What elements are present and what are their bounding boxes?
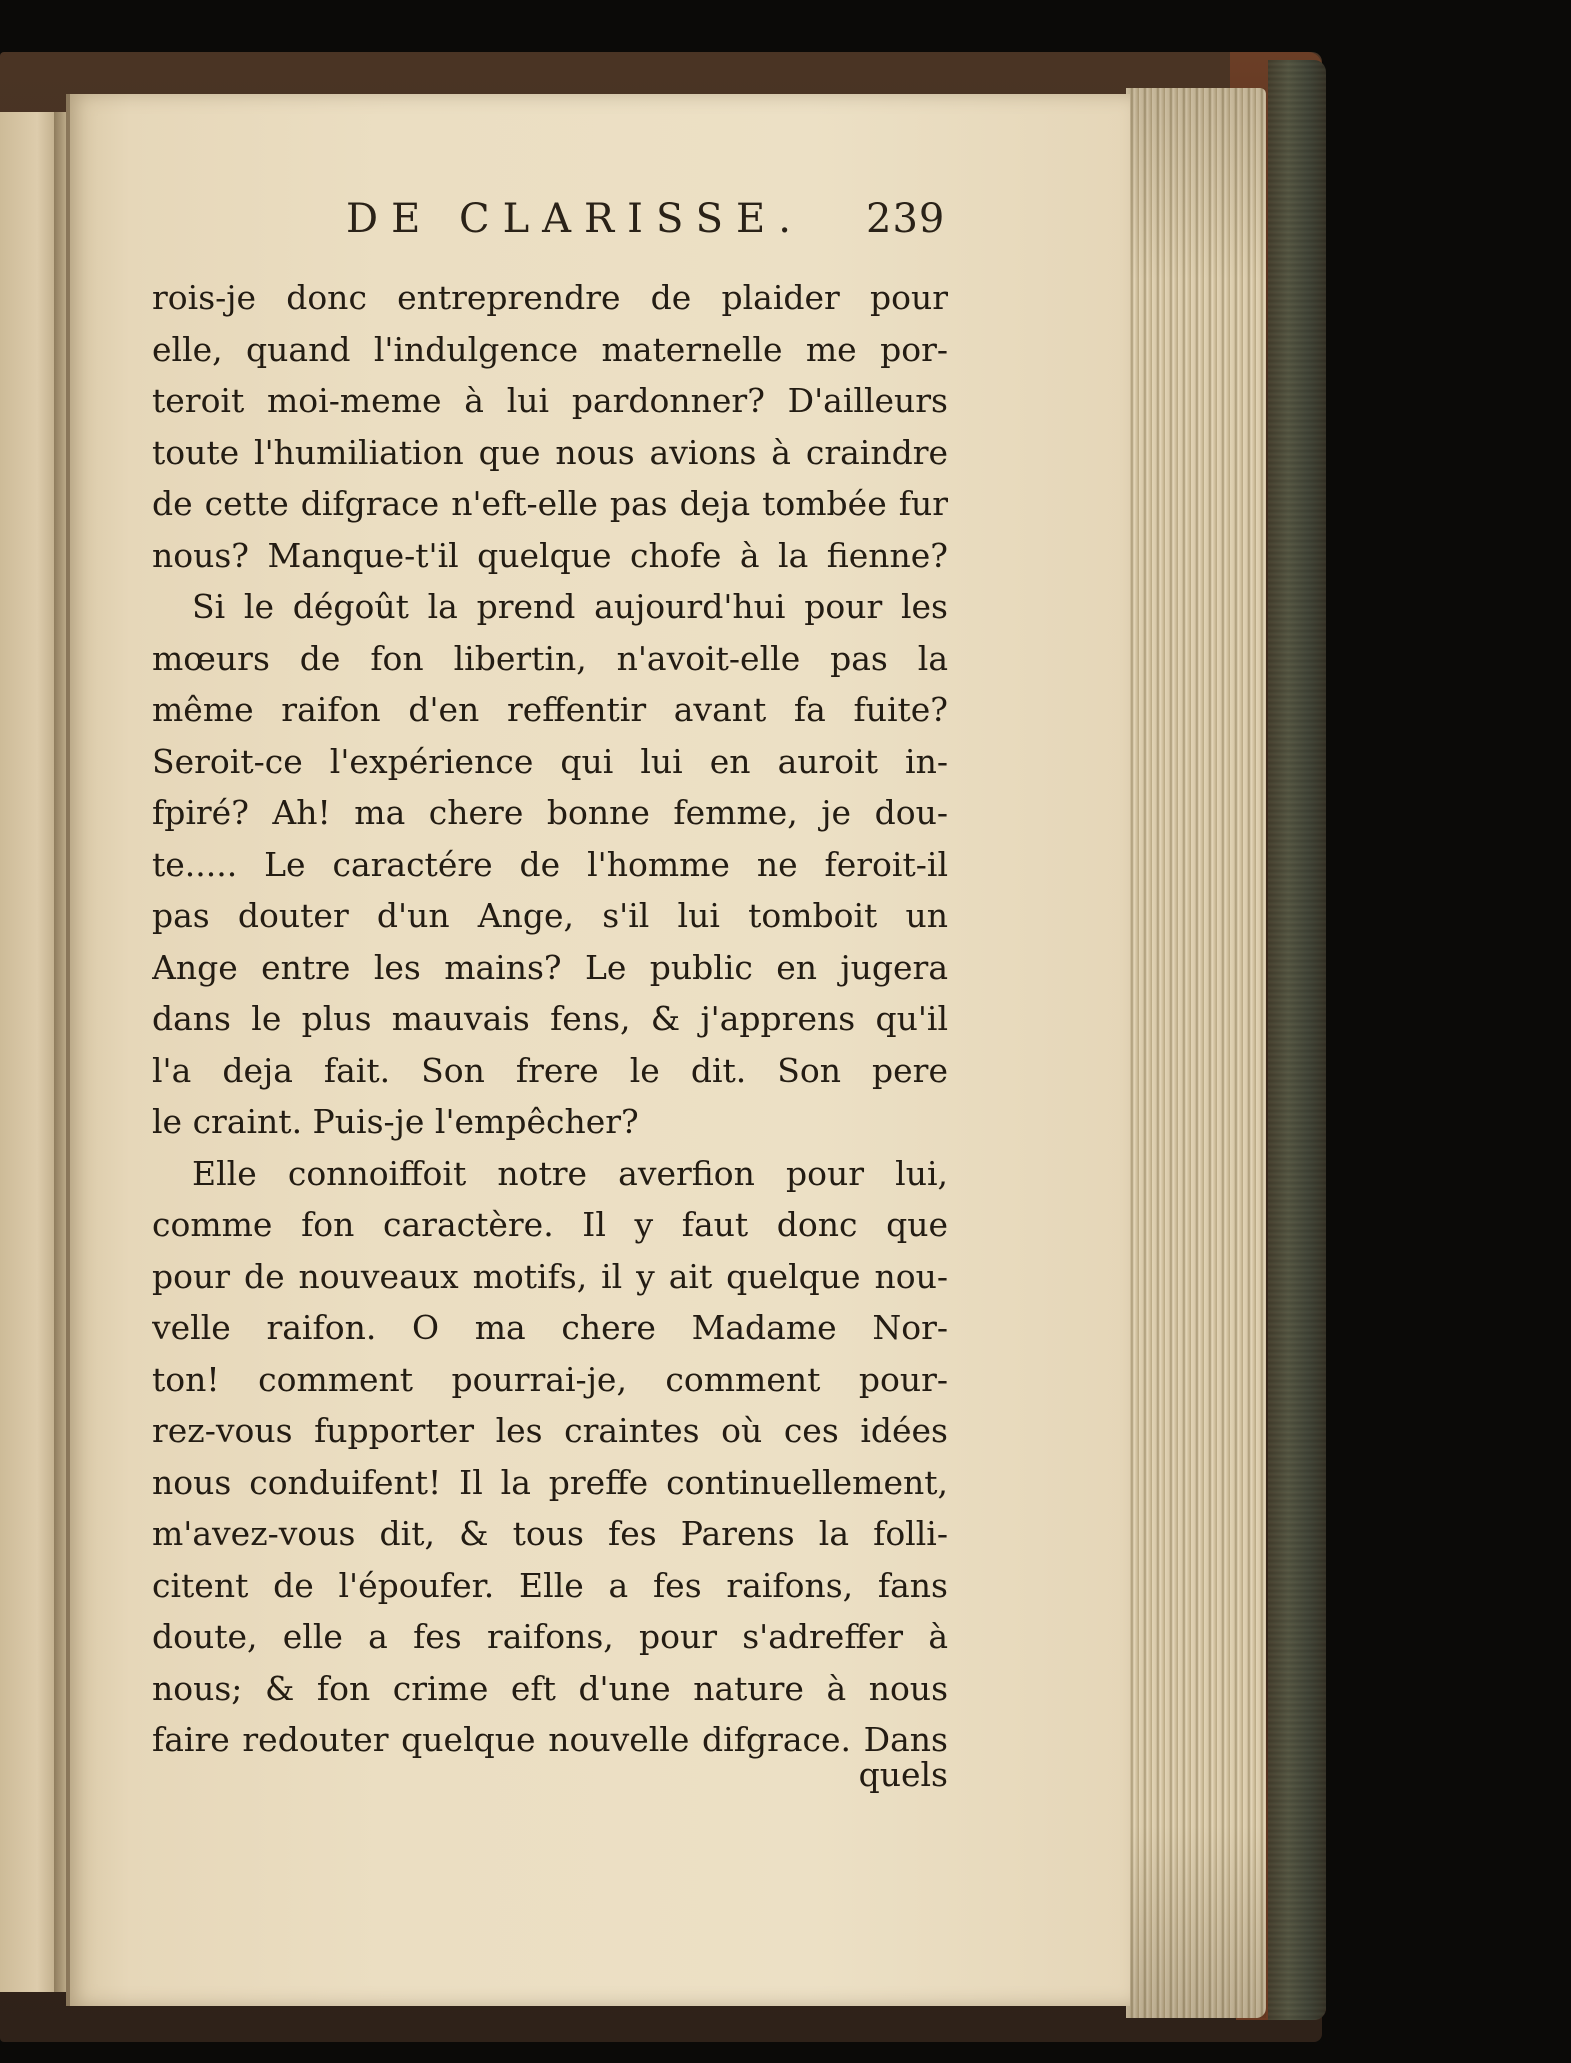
text-line: ton! comment pourrai-je, comment pour- bbox=[152, 1359, 948, 1399]
text-line: fpiré? Ah! ma chere bonne femme, je dou- bbox=[152, 793, 948, 832]
text-line: Seroit-ce l'expérience qui lui en auroit in- bbox=[152, 741, 948, 781]
text-line: Ange entre les mains? Le public en jugera bbox=[152, 947, 948, 987]
text-line: pour de nouveaux motifs, il y ait quelque nou- bbox=[152, 1256, 948, 1296]
previous-page-edge bbox=[0, 112, 62, 1992]
text-line: faire redouter quelque nouvelle difgrace. Dans bbox=[152, 1720, 948, 1759]
text-line: l'a deja fait. Son frere le dit. Son pere bbox=[152, 1050, 948, 1090]
text-line: citent de l'époufer. Elle a fes raifons, fans bbox=[152, 1565, 948, 1605]
text-line: toute l'humiliation que nous avions à craindre bbox=[152, 432, 948, 472]
catchword: quels bbox=[858, 1755, 948, 1794]
text-line: rois-je donc entreprendre de plaider pour bbox=[152, 278, 948, 317]
text-line: le craint. Puis-je l'empêcher? bbox=[152, 1102, 639, 1141]
text-line: nous; & fon crime eft d'une nature à nous bbox=[152, 1668, 948, 1708]
text-line: dans le plus mauvais fens, & j'apprens qu'il bbox=[152, 999, 948, 1038]
text-line: comme fon caractère. Il y faut donc que bbox=[152, 1205, 948, 1244]
page-number: 239 bbox=[866, 196, 946, 242]
page-gutter-shadow bbox=[66, 94, 70, 2006]
text-line: teroit moi-meme à lui pardonner? D'ailleurs bbox=[152, 381, 948, 420]
book-spine-edge bbox=[1268, 60, 1326, 2020]
text-line: rez-vous fupporter les craintes où ces idées bbox=[152, 1411, 948, 1450]
text-line: Elle connoiffoit notre averfion pour lui, bbox=[192, 1153, 948, 1193]
text-line: de cette difgrace n'eft-elle pas deja tombée fur bbox=[152, 484, 948, 523]
text-line: m'avez-vous dit, & tous fes Parens la folli- bbox=[152, 1514, 948, 1553]
text-line: nous? Manque-t'il quelque chofe à la fienne? bbox=[152, 535, 948, 575]
body-text bbox=[152, 272, 948, 1766]
text-line: nous conduifent! Il la preffe continuellement, bbox=[152, 1462, 948, 1502]
text-line: elle, quand l'indulgence maternelle me por- bbox=[152, 329, 948, 369]
page-stack-shading bbox=[1126, 88, 1266, 2018]
text-line: velle raifon. O ma chere Madame Nor- bbox=[152, 1308, 948, 1347]
text-line: te..... Le caractére de l'homme ne feroit-il bbox=[152, 844, 948, 884]
text-line: mœurs de fon libertin, n'avoit-elle pas la bbox=[152, 638, 948, 678]
text-line: Si le dégoût la prend aujourd'hui pour les bbox=[192, 587, 948, 626]
text-line: même raifon d'en reffentir avant fa fuite? bbox=[152, 690, 948, 729]
running-head: DE CLARISSE. bbox=[346, 196, 804, 242]
text-line: doute, elle a fes raifons, pour s'adreffer à bbox=[152, 1617, 948, 1656]
text-line: pas douter d'un Ange, s'il lui tomboit un bbox=[152, 896, 948, 935]
